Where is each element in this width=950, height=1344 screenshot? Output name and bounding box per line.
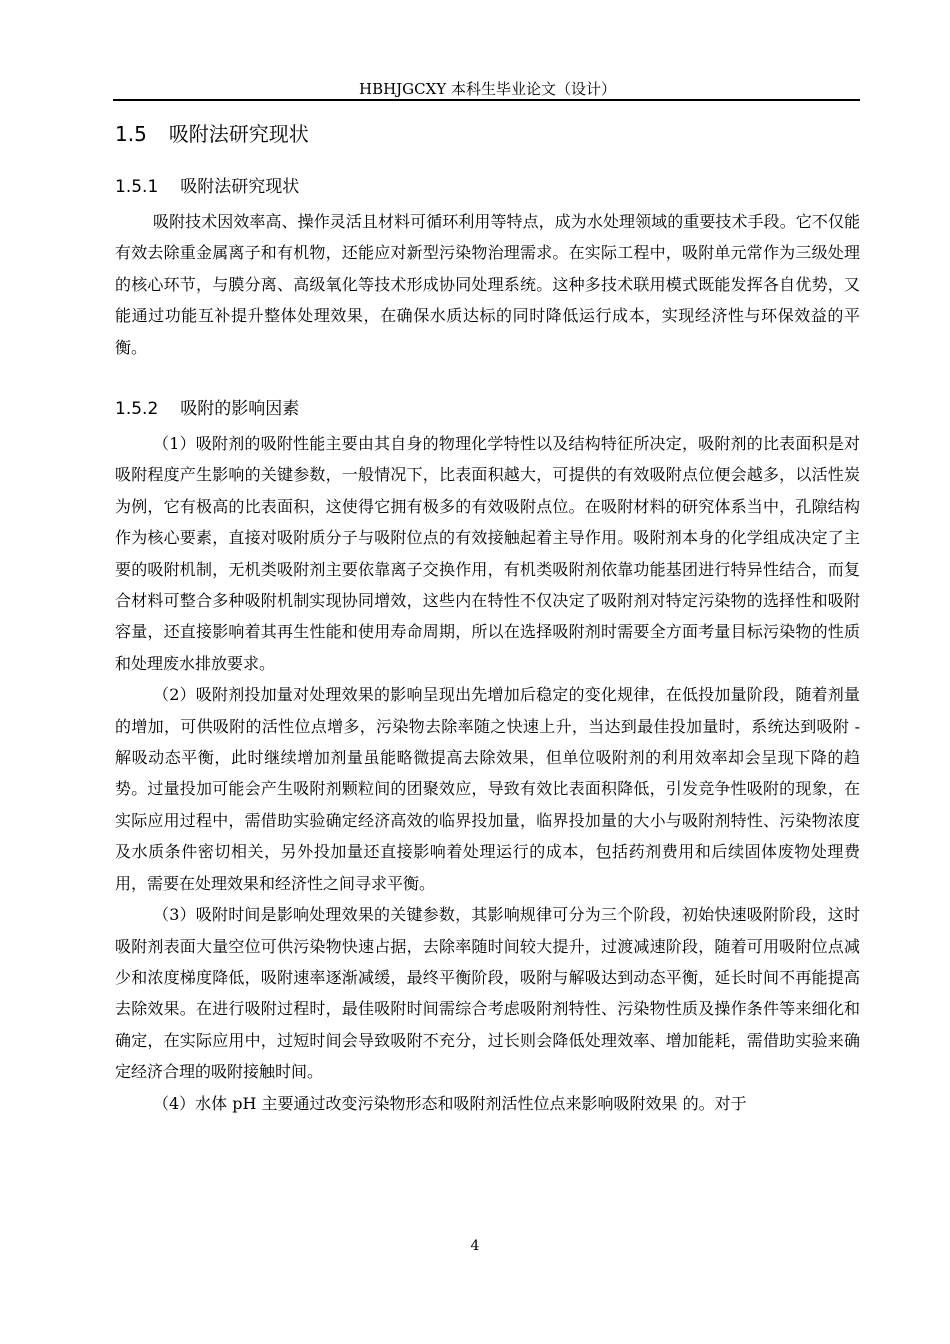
section-heading	[115, 118, 309, 147]
subsection-1-body	[115, 206, 860, 363]
subsection-title-1: 吸附法研究现状	[180, 177, 300, 197]
page-number: 4	[470, 1238, 480, 1254]
paragraph-3: （3）吸附时间是影响处理效果的关键参数，其影响规律可分为三个阶段，初始快速吸附阶段，这时吸附剂表面大量空位可供污染物快速占据，去除率随时间较大提升，过渡减速阶段，随着可用吸附位点减少和浓度梯度降低，吸附速率逐渐减缓，最终平衡阶段，吸附与解吸达到动态平衡，延长时间不再能提高去除效果。在进行吸附过程时，最佳吸附时间需综合考虑吸附剂特性、污染物性质及操作条件等来细化和确定，在实际应用中，过短时间会导致吸附不充分，过长则会降低处理效率、增加能耗，需借助实验来确定经济合理的吸附接触时间。	[115, 905, 860, 1082]
section-number: 1.5	[115, 122, 147, 146]
page-header	[115, 78, 860, 99]
paragraph-2: （2）吸附剂投加量对处理效果的影响呈现出先增加后稳定的变化规律，在低投加量阶段，随着剂量的增加，可供吸附的活性位点增多，污染物去除率随之快速上升，当达到最佳投加量时，系统达到吸附 - 解吸动态平衡，此时继续增加剂量虽能略微提高去除效果，但单位吸附剂的利用效率却会呈现下降的趋势。过量投加可能会产生吸附剂颗粒间的团聚效应，导致有效比表面积降低，引发竞争性吸附的现象，在实际应用过程中，需借助实验确定经济高效的临界投加量，临界投加量的大小与吸附剂特性、污染物浓度及水质条件密切相关，另外投加量还直接影响着处理运行的成本，包括药剂费用和后续固体废物处理费用，需要在处理效果和经济性之间寻求平衡。	[115, 685, 860, 893]
header-title: HBHJGCXY 本科生毕业论文（设计）	[358, 80, 616, 98]
subsection-number-2: 1.5.2	[115, 399, 159, 419]
paragraph: 吸附技术因效率高、操作灵活且材料可循环利用等特点，成为水处理领域的重要技术手段。它不仅能有效去除重金属离子和有机物，还能应对新型污染物治理需求。在实际工程中，吸附单元常作为三级处理的核心环节，与膜分离、高级氧化等技术形成协同处理系统。这种多技术联用模式既能发挥各自优势，又能通过功能互补提升整体处理效果，在确保水质达标的同时降低运行成本，实现经济性与环保效益的平衡。	[115, 212, 860, 357]
subsection-heading-2	[115, 394, 299, 419]
paragraph-1: （1）吸附剂的吸附性能主要由其自身的物理化学特性以及结构特征所决定，吸附剂的比表面积是对吸附程度产生影响的关键参数，一般情况下，比表面积越大，可提供的有效吸附点位便会越多，以活性炭为例，它有极高的比表面积，这使得它拥有极多的有效吸附点位。在吸附材料的研究体系当中，孔隙结构作为核心要素，直接对吸附质分子与吸附位点的有效接触起着主导作用。吸附剂本身的化学组成决定了主要的吸附机制，无机类吸附剂主要依靠离子交换作用，有机类吸附剂依靠功能基团进行特异性结合，而复合材料可整合多种吸附机制实现协同增效，这些内在特性不仅决定了吸附剂对特定污染物的选择性和吸附容量，还直接影响着其再生性能和使用寿命周期，所以在选择吸附剂时需要全方面考量目标污染物的性质和处理废水排放要求。	[115, 434, 860, 673]
paragraph-4: （4）水体 pH 主要通过改变污染物形态和吸附剂活性位点来影响吸附效果 的。对于	[153, 1093, 747, 1113]
subsection-title-2: 吸附的影响因素	[180, 399, 300, 419]
subsection-2-body	[115, 428, 860, 1119]
subsection-heading-1	[115, 172, 299, 197]
subsection-number-1: 1.5.1	[115, 177, 159, 197]
header-rule	[113, 99, 860, 101]
section-title: 吸附法研究现状	[168, 122, 309, 146]
